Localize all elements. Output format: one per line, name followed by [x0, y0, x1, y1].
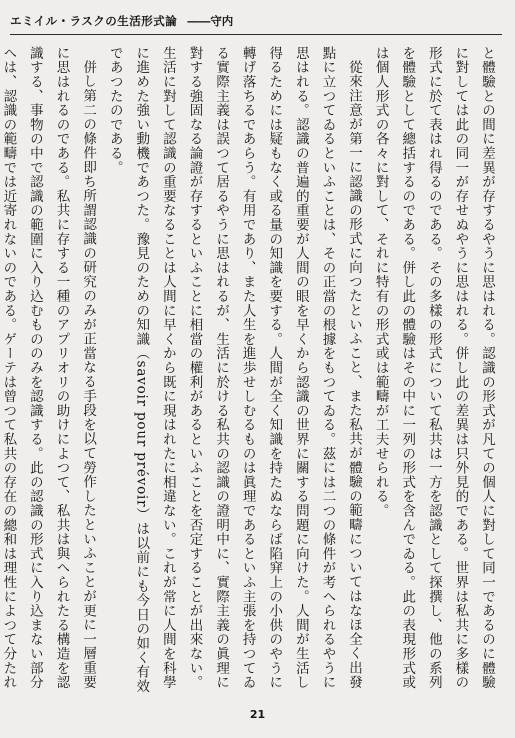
- running-author: ――守内: [187, 14, 234, 28]
- page-number: 21: [249, 708, 266, 721]
- vertical-body-text: [0, 46, 500, 696]
- paragraph-3: 併し第二の條件即ち所謂認識の研究のみが正當なる手段を以て勞作したといふことが更に一層重要に思はれるのである。私共に存する一種のアプリオリの助けによつて、私共は與へられたる構造を認識する、事物の中で認識の範圍に入り込むもののみを認識する。此の認識の形式に入り込まない部分へは、認識の範疇では近寄れないのである。ゲーテは曾つて私共の存在の總和は理性によつて分たれ: [0, 46, 97, 690]
- header-rule: [10, 34, 502, 35]
- paragraph-2: 從來注意が第一に認識の形式に向つたといふこと、また私共が體驗の範疇についてはなほ全く出發點に立つてゐるといふことは、その正當の根據をもつてゐる。茲には二つの條件が考へられるやうに思はれる。認識の普遍的重要が人間の眼を早くから認識の世界に關する問題に向けた。人間が生活し得るためには疑もなく或る量の知識を要する。人間が全く知識を持たぬならば陷穽上の小供のやうに轉げ落ちるであらう。有用であり、また人生を進歩せしむるものは眞理であるといふ主張を持つてゐる實際主義は誤つて居るやうに思はれるが、生活に於ける私共の認識の證明中に、實際主義の眞理に對する強固なる論證が存するといふことに相當の權利があるといふことを否定することが出來ない。生活に對して認識の重要なることは人間に早くから既に現はれたに相違ない。これが常に人間を科學に進めた強い動機であつた。豫見のための知識（savoir pour prévoir）は以前にも今日の如く有效であつたのである。: [106, 46, 363, 694]
- running-header: [10, 10, 498, 32]
- paragraph-1: と體驗との間に差異が存するやうに思はれる。認識の形式が凡ての個人に對して同一であるのに體驗に對しては此の同一が存せぬやうに思はれる。併し此の差異は只外見的である。世界は私共に多樣の形式に於て表はれ得るのである。その多樣の形式について私共は一方を認識として探撰し、他の系列を體驗として總括するのである。併し此の體驗はその中に一列の形式を含んでゐる。此の表現形式或は個人形式の各々に對して、それに特有の形式或は範疇が工夫せられる。: [372, 46, 495, 690]
- running-title: エミイル・ラスクの生活形式論: [10, 14, 178, 28]
